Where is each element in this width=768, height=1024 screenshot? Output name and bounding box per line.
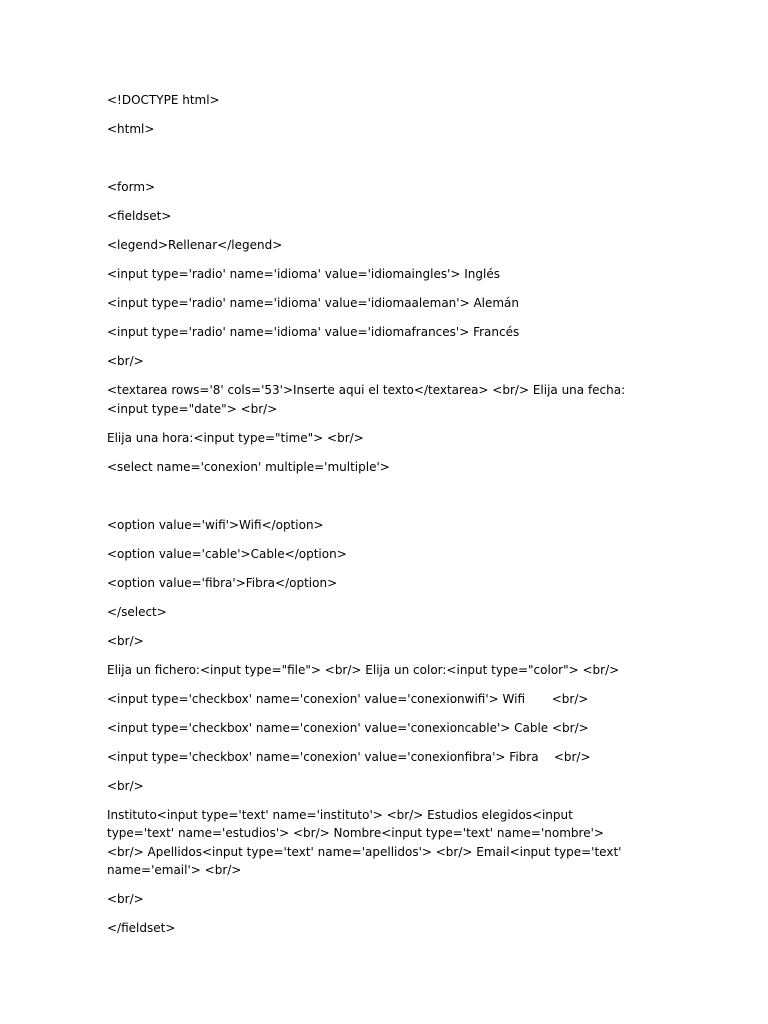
code-line: Instituto<input type='text' name='instituto'> <br/> Estudios elegidos<input type='text' name='estudios'> <br/> Nombre<input type='text' name='nombre'> <br/> Apellidos<input type='text' name='apellidos'> <br/> Email<input type='text' name='email'> <br/>	[107, 807, 626, 877]
code-line: <br/>	[107, 778, 144, 793]
code-line: Elija un fichero:<input type="file"> <br/> Elija un color:<input type="color"> <br/>	[107, 662, 620, 677]
code-line: <option value='wifi'>Wifi</option>	[107, 517, 324, 532]
code-line: <input type='checkbox' name='conexion' value='conexionfibra'> Fibra <br/>	[107, 749, 591, 764]
code-line: </select>	[107, 604, 167, 619]
code-line: <input type='radio' name='idioma' value='idiomaaleman'> Alemán	[107, 296, 520, 310]
code-line: <form>	[107, 180, 156, 194]
code-line: <option value='cable'>Cable</option>	[107, 546, 347, 561]
code-line: <textarea rows='8' cols='53'>Inserte aqui el texto</textarea> <br/> Elija una fecha:<input type="date"> <br/>	[107, 383, 626, 416]
code-line: <html>	[107, 122, 155, 136]
blank-line	[107, 487, 627, 506]
code-line: <legend>Rellenar</legend>	[107, 238, 283, 252]
code-line: Elija una hora:<input type="time"> <br/>	[107, 430, 364, 445]
code-line: <input type='checkbox' name='conexion' value='conexionwifi'> Wifi <br/>	[107, 691, 589, 706]
code-line: <input type='checkbox' name='conexion' value='conexioncable'> Cable <br/>	[107, 720, 589, 735]
code-line: </fieldset>	[107, 921, 176, 935]
code-listing	[107, 91, 627, 948]
code-line: <fieldset>	[107, 209, 172, 223]
code-line: <br/>	[107, 354, 144, 368]
code-line: <input type='radio' name='idioma' value='idiomafrances'> Francés	[107, 325, 520, 339]
code-line: <br/>	[107, 892, 144, 906]
code-line: <select name='conexion' multiple='multiple'>	[107, 459, 390, 474]
code-line: <!DOCTYPE html>	[107, 93, 220, 107]
blank-line	[107, 149, 627, 168]
code-line: <br/>	[107, 633, 144, 648]
code-line: <option value='fibra'>Fibra</option>	[107, 575, 338, 590]
code-line: <input type='radio' name='idioma' value='idiomaingles'> Inglés	[107, 267, 500, 281]
